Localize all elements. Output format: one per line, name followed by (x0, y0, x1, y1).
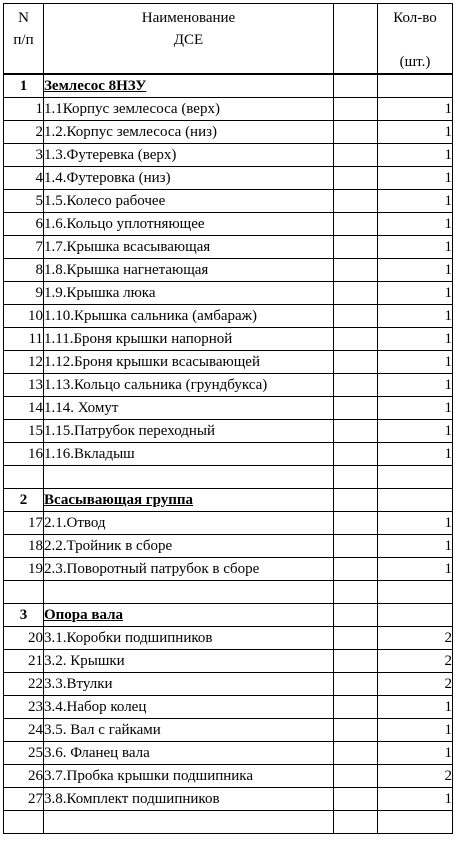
spacer-row (4, 466, 453, 489)
row-empty-cell (334, 512, 378, 535)
table-row (4, 305, 453, 328)
row-name: 1.3.Футеревка (верх) (44, 144, 334, 167)
row-number: 14 (4, 397, 44, 420)
group-number: 1 (4, 74, 44, 98)
table-row (4, 351, 453, 374)
table-row (4, 328, 453, 351)
row-qty: 1 (378, 535, 453, 558)
row-name: 3.3.Втулки (44, 673, 334, 696)
row-number: 26 (4, 765, 44, 788)
table-header (4, 4, 453, 75)
group-title: Землесос 8НЗУ (44, 78, 147, 94)
row-number: 12 (4, 351, 44, 374)
row-name: 1.1Корпус землесоса (верх) (44, 98, 334, 121)
row-empty-cell (334, 420, 378, 443)
spacer-cell (378, 811, 453, 834)
row-number: 18 (4, 535, 44, 558)
spacer-cell (378, 466, 453, 489)
spacer-row (4, 811, 453, 834)
row-number: 17 (4, 512, 44, 535)
row-qty: 1 (378, 742, 453, 765)
table-row (4, 167, 453, 190)
row-qty: 1 (378, 328, 453, 351)
table-row (4, 673, 453, 696)
row-qty: 1 (378, 558, 453, 581)
table-row (4, 420, 453, 443)
row-number: 13 (4, 374, 44, 397)
row-name: 2.3.Поворотный патрубок в сборе (44, 558, 334, 581)
row-qty: 1 (378, 190, 453, 213)
row-name: 2.1.Отвод (44, 512, 334, 535)
header-number-line2: п/п (13, 32, 34, 48)
row-empty-cell (334, 696, 378, 719)
row-empty-cell (334, 328, 378, 351)
row-qty: 1 (378, 397, 453, 420)
table-row (4, 282, 453, 305)
row-empty-cell (334, 259, 378, 282)
row-qty: 2 (378, 673, 453, 696)
spacer-cell (4, 811, 44, 834)
row-number: 19 (4, 558, 44, 581)
row-name: 1.8.Крышка нагнетающая (44, 259, 334, 282)
group-row (4, 489, 453, 512)
row-number: 5 (4, 190, 44, 213)
row-number: 22 (4, 673, 44, 696)
table-row (4, 558, 453, 581)
group-empty-cell (334, 489, 378, 512)
row-qty: 1 (378, 121, 453, 144)
table-row (4, 213, 453, 236)
row-number: 6 (4, 213, 44, 236)
row-empty-cell (334, 742, 378, 765)
group-empty-cell (334, 74, 378, 98)
group-title-cell (44, 489, 334, 512)
row-name: 1.7.Крышка всасывающая (44, 236, 334, 259)
row-qty: 1 (378, 305, 453, 328)
row-name: 1.12.Броня крышки всасывающей (44, 351, 334, 374)
parts-table (3, 3, 453, 834)
row-empty-cell (334, 190, 378, 213)
spacer-cell (44, 581, 334, 604)
row-empty-cell (334, 719, 378, 742)
row-number: 23 (4, 696, 44, 719)
row-empty-cell (334, 351, 378, 374)
row-empty-cell (334, 673, 378, 696)
row-qty: 1 (378, 351, 453, 374)
table-row (4, 259, 453, 282)
row-name: 1.14. Хомут (44, 397, 334, 420)
spacer-cell (44, 811, 334, 834)
row-empty-cell (334, 374, 378, 397)
spacer-row (4, 581, 453, 604)
header-empty-cell (334, 4, 378, 75)
group-number: 3 (4, 604, 44, 627)
row-empty-cell (334, 650, 378, 673)
row-qty: 1 (378, 374, 453, 397)
table-row (4, 374, 453, 397)
header-name-line2: ДСЕ (173, 32, 204, 48)
group-title-cell (44, 74, 334, 98)
group-number: 2 (4, 489, 44, 512)
row-qty: 1 (378, 788, 453, 811)
row-name: 3.6. Фланец вала (44, 742, 334, 765)
table-row (4, 397, 453, 420)
spacer-cell (334, 466, 378, 489)
table-row (4, 121, 453, 144)
group-row (4, 74, 453, 98)
table-row (4, 788, 453, 811)
row-name: 1.6.Кольцо уплотняющее (44, 213, 334, 236)
table-row (4, 742, 453, 765)
row-qty: 1 (378, 512, 453, 535)
table-row (4, 696, 453, 719)
row-empty-cell (334, 765, 378, 788)
row-qty: 2 (378, 765, 453, 788)
row-name: 3.7.Пробка крышки подшипника (44, 765, 334, 788)
row-qty: 1 (378, 259, 453, 282)
table-row (4, 512, 453, 535)
row-qty: 1 (378, 167, 453, 190)
spacer-cell (334, 811, 378, 834)
row-empty-cell (334, 167, 378, 190)
row-name: 3.5. Вал с гайками (44, 719, 334, 742)
row-empty-cell (334, 558, 378, 581)
row-empty-cell (334, 443, 378, 466)
row-number: 7 (4, 236, 44, 259)
table-row (4, 719, 453, 742)
row-empty-cell (334, 397, 378, 420)
header-qty-line1: Кол-во (393, 10, 437, 26)
header-qty-line2: (шт.) (399, 54, 431, 70)
row-empty-cell (334, 144, 378, 167)
row-name: 1.11.Броня крышки напорной (44, 328, 334, 351)
row-empty-cell (334, 305, 378, 328)
row-name: 3.4.Набор колец (44, 696, 334, 719)
header-number-line1: N (18, 10, 29, 26)
row-number: 25 (4, 742, 44, 765)
row-name: 1.4.Футеровка (низ) (44, 167, 334, 190)
table-row (4, 98, 453, 121)
row-qty: 1 (378, 443, 453, 466)
row-qty: 1 (378, 282, 453, 305)
header-name-cell (44, 4, 334, 75)
spacer-cell (4, 466, 44, 489)
row-qty: 2 (378, 650, 453, 673)
row-number: 9 (4, 282, 44, 305)
row-number: 21 (4, 650, 44, 673)
group-title: Всасывающая группа (44, 492, 194, 508)
row-qty: 1 (378, 98, 453, 121)
row-name: 1.5.Колесо рабочее (44, 190, 334, 213)
spacer-cell (334, 581, 378, 604)
row-name: 1.10.Крышка сальника (амбараж) (44, 305, 334, 328)
header-number-cell (4, 4, 44, 75)
row-qty: 1 (378, 236, 453, 259)
row-name: 1.9.Крышка люка (44, 282, 334, 305)
group-qty-cell (378, 74, 453, 98)
group-title: Опора вала (44, 607, 124, 623)
table-row (4, 650, 453, 673)
row-number: 2 (4, 121, 44, 144)
row-qty: 1 (378, 719, 453, 742)
header-name-line1: Наименование (141, 10, 236, 26)
row-empty-cell (334, 627, 378, 650)
row-empty-cell (334, 788, 378, 811)
row-qty: 2 (378, 627, 453, 650)
group-empty-cell (334, 604, 378, 627)
row-empty-cell (334, 535, 378, 558)
row-empty-cell (334, 213, 378, 236)
table-row (4, 535, 453, 558)
table-row (4, 236, 453, 259)
row-name: 3.2. Крышки (44, 650, 334, 673)
spacer-cell (378, 581, 453, 604)
row-empty-cell (334, 282, 378, 305)
row-number: 10 (4, 305, 44, 328)
row-number: 24 (4, 719, 44, 742)
spacer-cell (4, 581, 44, 604)
row-qty: 1 (378, 420, 453, 443)
table-body (4, 74, 453, 834)
row-name: 1.13.Кольцо сальника (грундбукса) (44, 374, 334, 397)
row-name: 1.16.Вкладыш (44, 443, 334, 466)
group-title-cell (44, 604, 334, 627)
table-row (4, 627, 453, 650)
group-qty-cell (378, 489, 453, 512)
row-name: 2.2.Тройник в сборе (44, 535, 334, 558)
row-number: 27 (4, 788, 44, 811)
row-number: 15 (4, 420, 44, 443)
row-empty-cell (334, 121, 378, 144)
row-name: 1.15.Патрубок переходный (44, 420, 334, 443)
table-row (4, 765, 453, 788)
row-number: 20 (4, 627, 44, 650)
table-row (4, 443, 453, 466)
row-qty: 1 (378, 144, 453, 167)
row-number: 1 (4, 98, 44, 121)
row-name: 3.8.Комплект подшипников (44, 788, 334, 811)
row-number: 16 (4, 443, 44, 466)
header-qty-cell (378, 4, 453, 75)
spacer-cell (44, 466, 334, 489)
row-number: 8 (4, 259, 44, 282)
row-name: 3.1.Коробки подшипников (44, 627, 334, 650)
table-row (4, 190, 453, 213)
row-number: 4 (4, 167, 44, 190)
group-qty-cell (378, 604, 453, 627)
group-row (4, 604, 453, 627)
row-qty: 1 (378, 213, 453, 236)
row-number: 11 (4, 328, 44, 351)
row-empty-cell (334, 98, 378, 121)
row-qty: 1 (378, 696, 453, 719)
row-empty-cell (334, 236, 378, 259)
row-name: 1.2.Корпус землесоса (низ) (44, 121, 334, 144)
row-number: 3 (4, 144, 44, 167)
table-row (4, 144, 453, 167)
